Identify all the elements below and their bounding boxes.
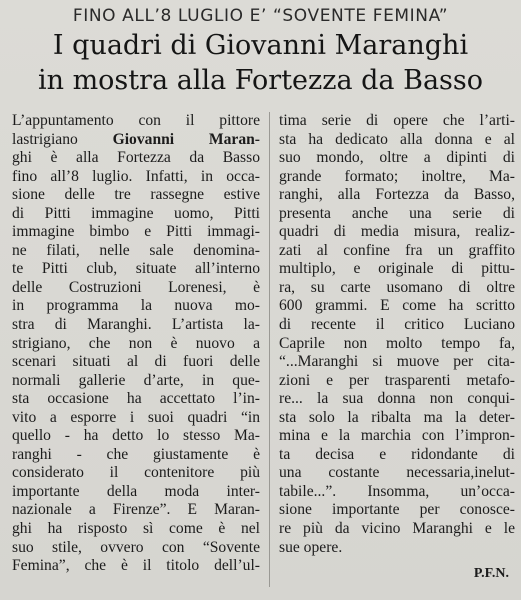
article-line: ghi è alla Fortezza da Basso bbox=[12, 149, 260, 167]
column-divider bbox=[269, 112, 270, 587]
article-line: ghi ha risposto sì come è nel bbox=[12, 520, 260, 538]
article-line: stra di Maranghi. L’artista la- bbox=[12, 316, 260, 334]
article-line: scenari situati al di fuori delle bbox=[12, 353, 260, 371]
article-line: immagine bimbo e Pitti immagi- bbox=[12, 223, 260, 241]
article-line: Femina”, che è il titolo dell’ul- bbox=[12, 557, 260, 575]
article-line: suo mondo, oltre a dipinti di bbox=[279, 149, 515, 167]
article-line: sione importante per conosce- bbox=[279, 501, 515, 519]
article-line: re... la sua donna non conqui- bbox=[279, 390, 515, 408]
article-line: di recente il critico Luciano bbox=[279, 316, 515, 334]
article-line: Caprile non molto tempo fa, bbox=[279, 334, 515, 352]
article-line-part: lastrigiano bbox=[12, 130, 113, 148]
article-line: ne filati, nelle sale denomina- bbox=[12, 241, 260, 259]
article-line: presenta anche una serie di bbox=[279, 204, 515, 222]
headline-line-2: in mostra alla Fortezza da Basso bbox=[37, 65, 484, 96]
article-line: re più da vicino Maranghi e le bbox=[279, 520, 515, 538]
article-line: fino all’8 luglio. Infatti, in occa- bbox=[12, 167, 260, 185]
article-line: zioni e per trasparenti metafo- bbox=[279, 371, 515, 389]
article-line: multiplo, e originale di pittu- bbox=[279, 260, 515, 278]
kicker: FINO ALL’8 LUGLIO E’ “SOVENTE FEMINA” bbox=[72, 6, 449, 26]
article-line: sta occasione ha accettato l’in- bbox=[12, 390, 260, 408]
article-line: sione delle tre rassegne estive bbox=[12, 186, 260, 204]
article-line: di Pitti immagine uomo, Pitti bbox=[12, 204, 260, 222]
article-line: tima serie di opere che l’arti- bbox=[279, 112, 515, 129]
article-column-right bbox=[279, 112, 515, 557]
article-line: mina e la marchia con l’impron- bbox=[279, 427, 515, 445]
article-line: una costante necessaria,inelut- bbox=[279, 464, 515, 482]
article-line: te Pitti club, situate all’interno bbox=[12, 260, 260, 278]
article-line: nazionale a Firenze”. E Maran- bbox=[12, 501, 260, 519]
article-line: tabile...”. Insomma, un’occa- bbox=[279, 482, 515, 500]
article-line: quello - ha detto lo stesso Ma- bbox=[12, 427, 260, 445]
article-line: suo stile, ovvero con “Sovente bbox=[12, 538, 260, 556]
article-line: ranghi - che giustamente è bbox=[12, 445, 260, 463]
article-line: normali gallerie d’arte, in que- bbox=[12, 371, 260, 389]
article-line: 600 grammi. E come ha scritto bbox=[279, 297, 515, 315]
article-line: in programma la nuova mo- bbox=[12, 297, 260, 315]
byline: P.F.N. bbox=[473, 566, 509, 581]
article-line bbox=[12, 131, 260, 150]
article-line: delle Costruzioni Lorenesi, è bbox=[12, 278, 260, 296]
article-line: sta ha dedicato alla donna e al bbox=[279, 130, 515, 148]
headline-line-1: I quadri di Giovanni Maranghi bbox=[52, 30, 469, 61]
article-line: zati al confine fra un graffito bbox=[279, 241, 515, 259]
article-line: ta decisa e ridondante di bbox=[279, 445, 515, 463]
article-line: strigiano, che non è nuovo a bbox=[12, 334, 260, 352]
article-column-left bbox=[12, 112, 260, 576]
article-line: vito a esporre i suoi quadri “in bbox=[12, 408, 260, 426]
article-line: grande formato; inoltre, Ma- bbox=[279, 167, 515, 185]
headline bbox=[0, 28, 521, 98]
artist-name-bold: Giovanni Maran- bbox=[112, 130, 260, 148]
article-line: ranghi, alla Fortezza da Basso, bbox=[279, 186, 515, 204]
article-line: L’appuntamento con il pittore bbox=[12, 112, 260, 129]
article-line: “...Maranghi si muove per cita- bbox=[279, 353, 515, 371]
article-line: importante della moda inter- bbox=[12, 482, 260, 500]
article-line: quadri di media misura, realiz- bbox=[279, 223, 515, 241]
article-line: considerato il contenitore più bbox=[12, 464, 260, 482]
article-line: ra, su carte usomano di oltre bbox=[279, 278, 515, 296]
article-line-last: sue opere. bbox=[279, 538, 343, 556]
article-line: sta solo la ribalta ma la deter- bbox=[279, 408, 515, 426]
